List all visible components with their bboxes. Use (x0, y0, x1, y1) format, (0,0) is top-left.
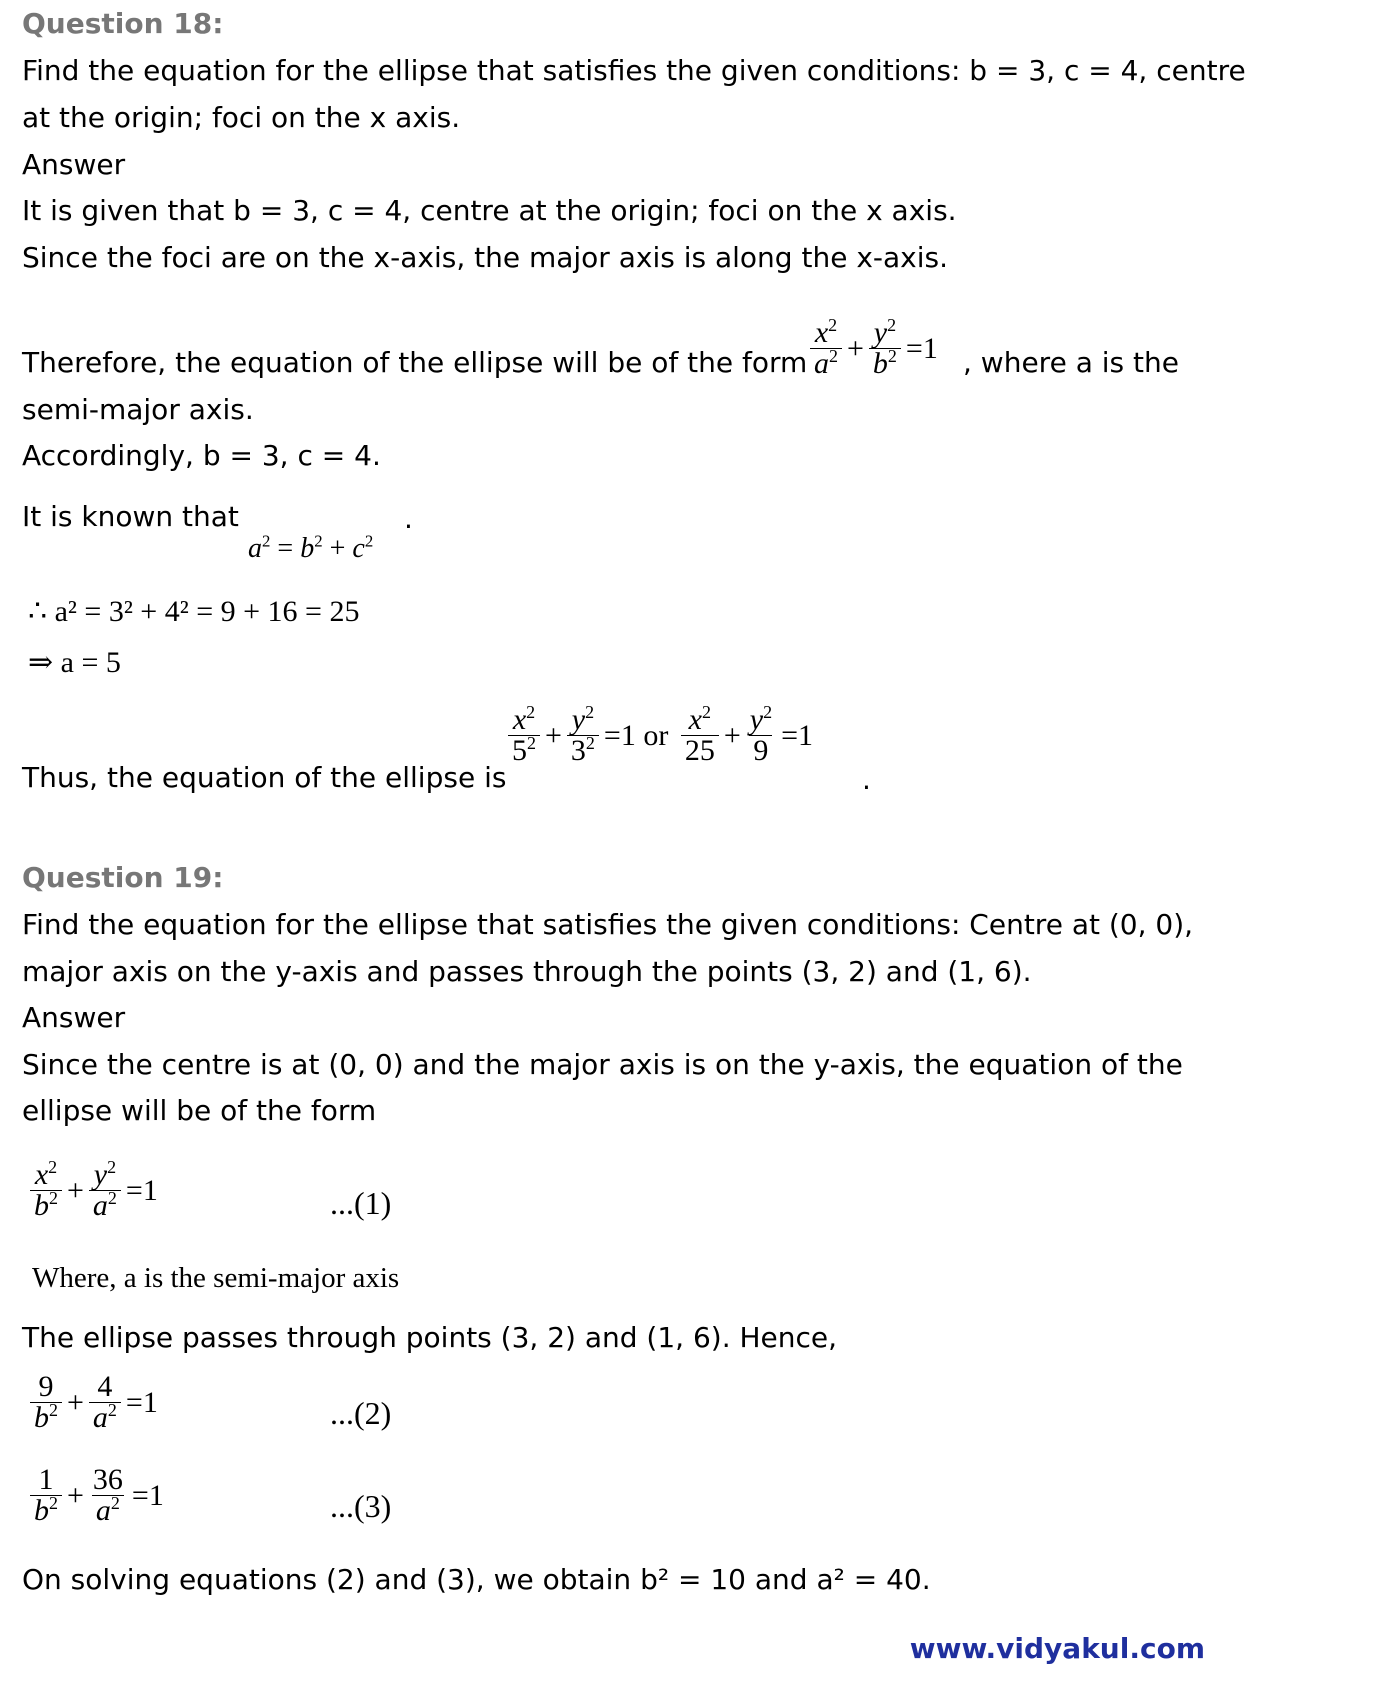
ellipse-standard-form-x-major: $\frac{x^2}{a^2}$ + $\frac{y^2}{b^2}$ =1 (808, 318, 941, 379)
q19-equation-2: $\frac{9}{b^2}$ + $\frac{4}{a^2}$ =1 (28, 1372, 161, 1433)
q18-statement-6-pre: Thus, the equation of the ellipse is (22, 761, 507, 794)
q18-statement-1: It is given that b = 3, c = 4, centre at the origin; foci on the x axis. (22, 194, 957, 227)
q18-statement-5-post: . (404, 502, 413, 535)
q19-statement-1-line1: Since the centre is at (0, 0) and the major axis is on the y-axis, the equation of the (22, 1048, 1183, 1081)
q19-statement-3: On solving equations (2) and (3), we obtain b² = 10 and a² = 40. (22, 1563, 931, 1596)
q19-answer-label: Answer (22, 1001, 126, 1034)
q18-statement-6-post: . (862, 763, 871, 796)
q18-calculation-2: ⇒ a = 5 (28, 646, 121, 679)
q19-prompt-line1: Find the equation for the ellipse that satisfies the given conditions: Centre at (0, 0), (22, 908, 1194, 941)
ellipse-standard-form-y-major: $\frac{x^2}{b^2}$ + $\frac{y^2}{a^2}$ =1 (28, 1160, 161, 1221)
q18-final-equation: $\frac{x^2}{5^2}$ + $\frac{y^2}{3^2}$ =1 or $\frac{x^2}{25}$ + $\frac{y^2}{9}$ =1 (506, 705, 816, 766)
q19-where-note: Where, a is the semi-major axis (32, 1262, 400, 1294)
equation-tag-2: ...(2) (330, 1395, 392, 1431)
q18-calculation-1: ∴ a² = 3² + 4² = 9 + 16 = 25 (28, 595, 360, 628)
q18-prompt-line2: at the origin; foci on the x axis. (22, 101, 461, 134)
q19-heading: Question 19: (22, 861, 224, 894)
relation-a-b-c: $a^2 = b^2 + c^2$ (248, 531, 374, 564)
q18-statement-3-post: , where a is the (963, 346, 1179, 379)
q18-statement-4: Accordingly, b = 3, c = 4. (22, 439, 381, 472)
q18-statement-2: Since the foci are on the x-axis, the major axis is along the x-axis. (22, 241, 948, 274)
q18-statement-3-pre: Therefore, the equation of the ellipse will be of the form (22, 346, 808, 379)
equation-tag-3: ...(3) (330, 1488, 392, 1524)
footer-site-link[interactable]: www.vidyakul.com (909, 1632, 1205, 1665)
q19-prompt-line2: major axis on the y-axis and passes through the points (3, 2) and (1, 6). (22, 955, 1032, 988)
q18-statement-3-line2: semi-major axis. (22, 393, 254, 426)
q18-heading: Question 18: (22, 7, 224, 40)
q19-statement-1-line2: ellipse will be of the form (22, 1094, 377, 1127)
q18-statement-5-pre: It is known that (22, 500, 239, 533)
q19-statement-2: The ellipse passes through points (3, 2) and (1, 6). Hence, (22, 1321, 838, 1354)
q18-prompt-line1: Find the equation for the ellipse that satisfies the given conditions: b = 3, c = 4, centre (22, 54, 1246, 87)
q19-equation-3: $\frac{1}{b^2}$ + $\frac{36}{a^2}$ =1 (28, 1465, 167, 1526)
q18-answer-label: Answer (22, 148, 126, 181)
equation-tag-1: ...(1) (330, 1185, 392, 1221)
